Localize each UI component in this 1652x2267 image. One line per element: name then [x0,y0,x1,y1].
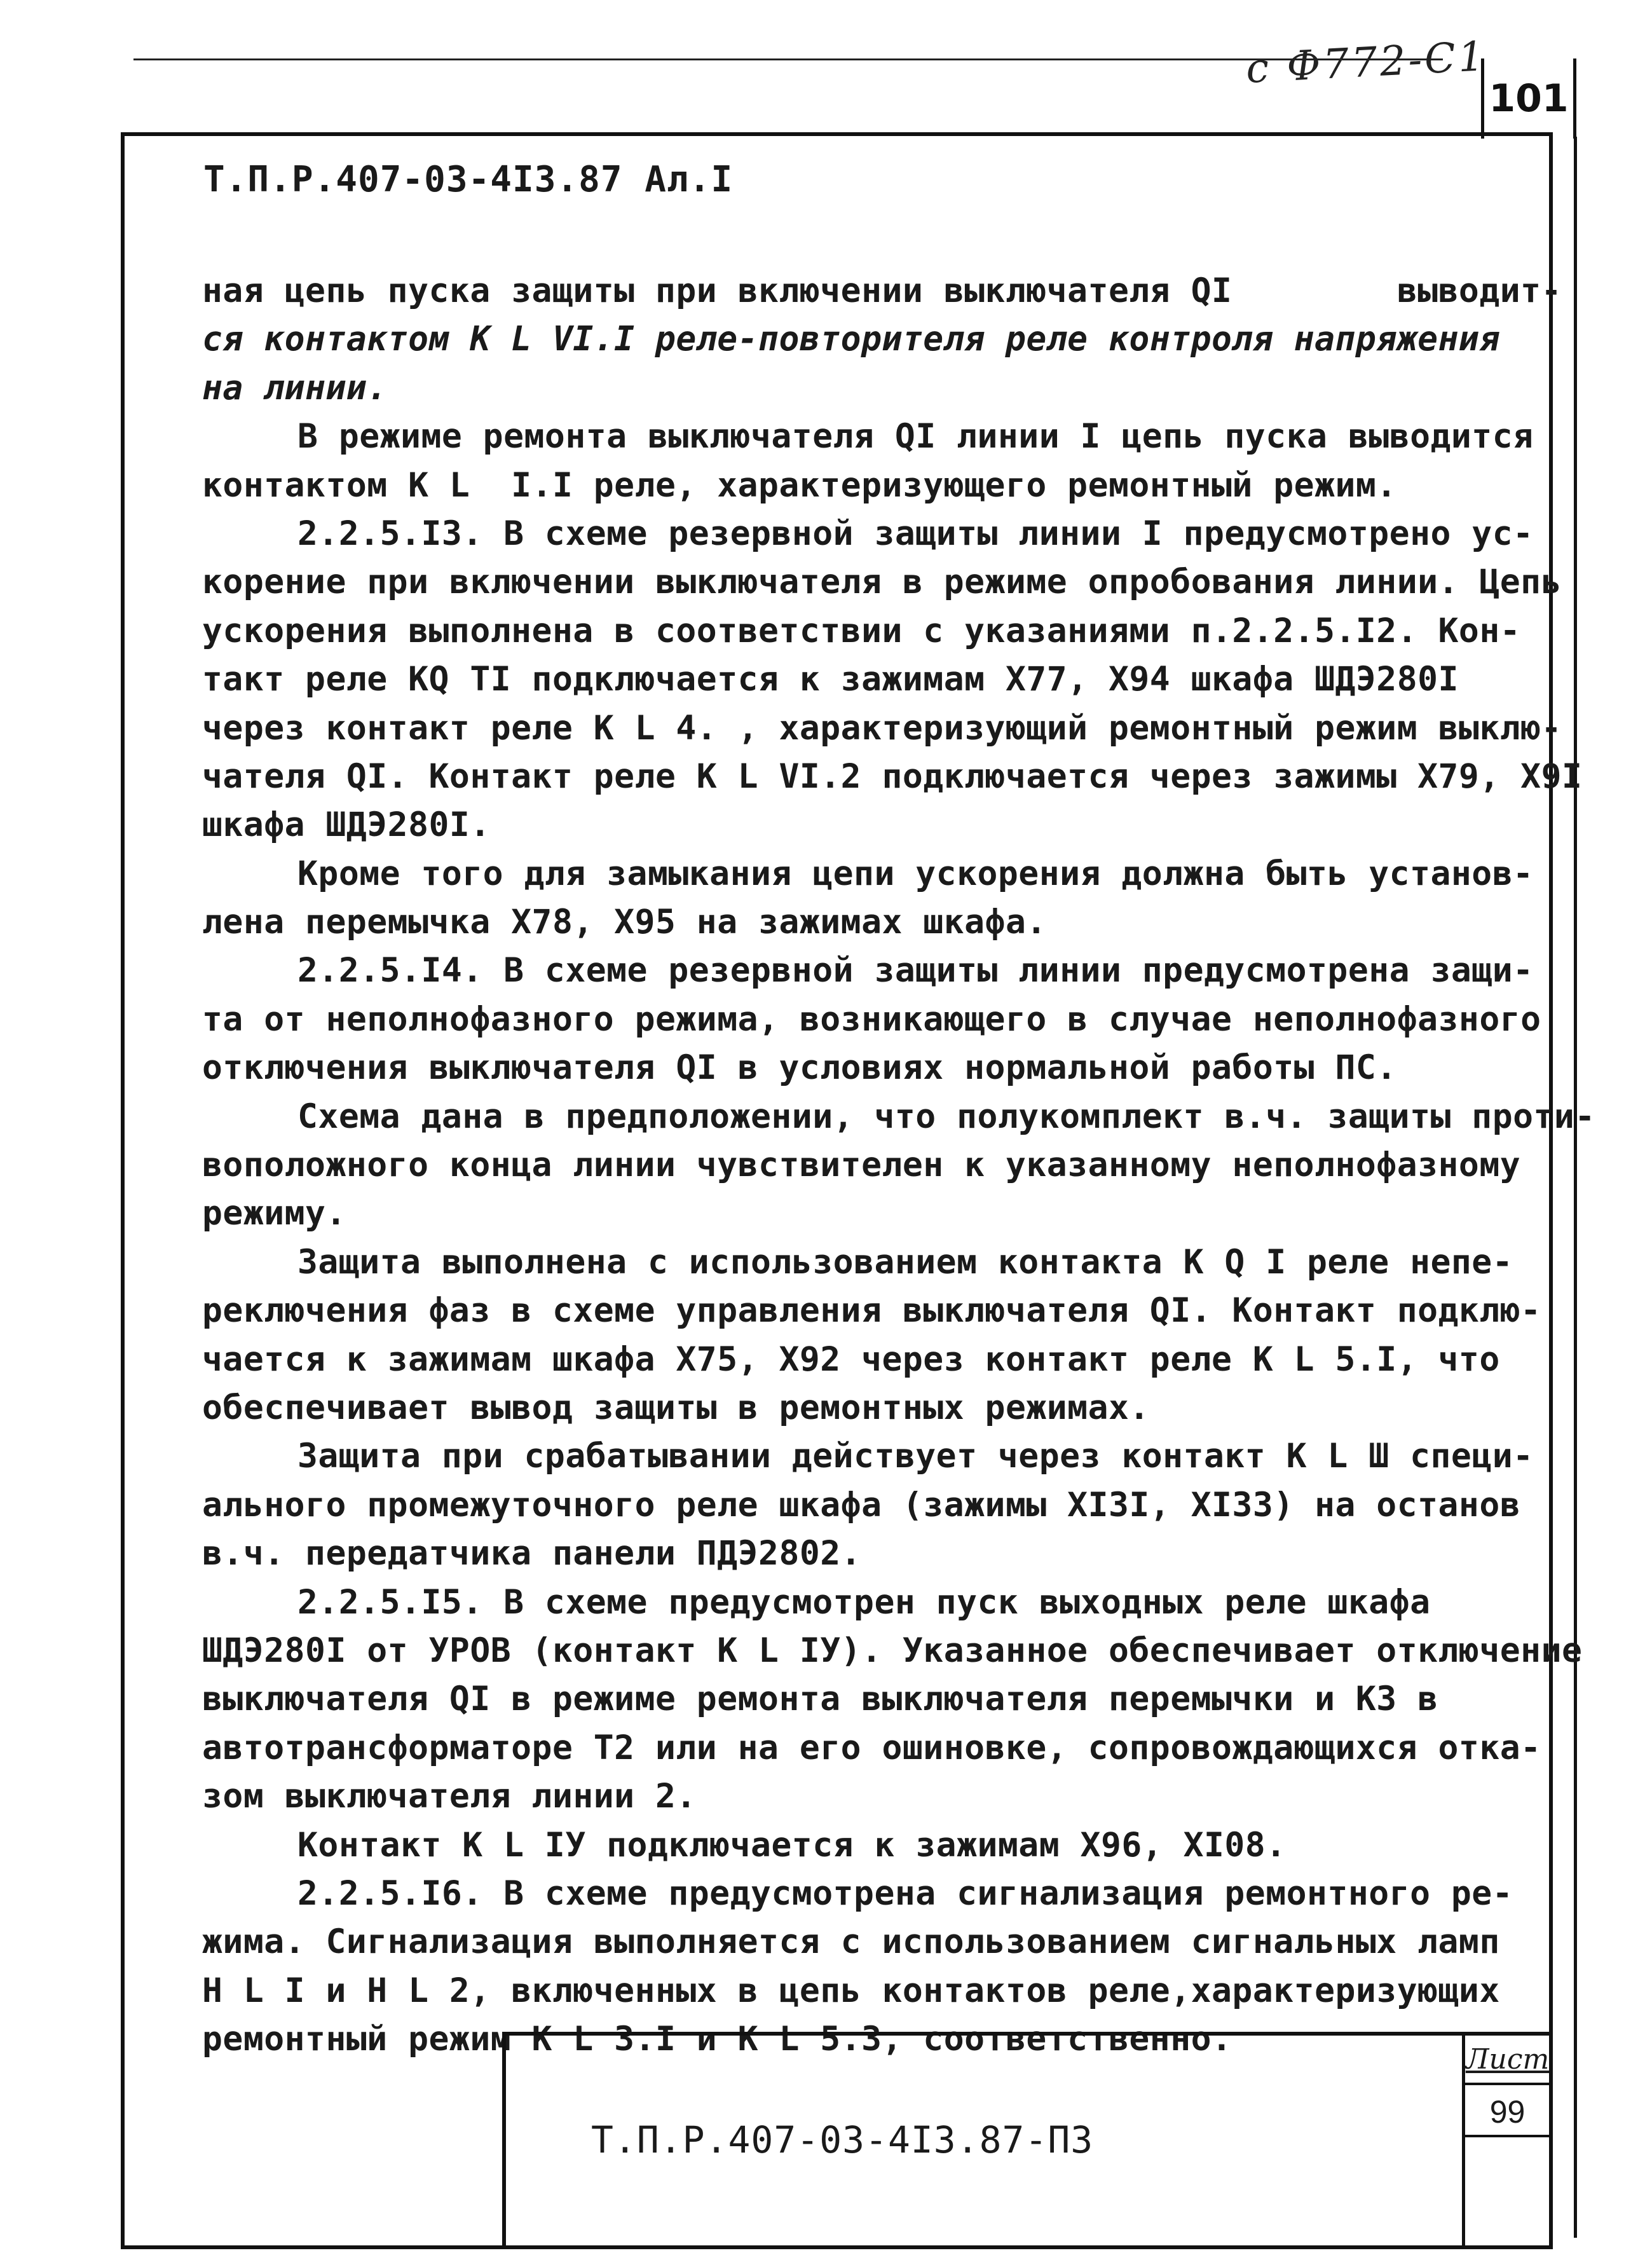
text-line: выключателя QI в режиме ремонта выключателя перемычки и КЗ в [202,1680,1438,1719]
text-line: шкафа ШДЭ280I. [202,805,491,845]
text-line: Контакт К L IУ подключается к зажимам Х96, ХI08. [297,1825,1287,1865]
text-line: та от неполнофазного режима, возникающего в случае неполнофазного [202,999,1541,1039]
frame-double-line [1574,137,1577,2238]
text-line: Защита выполнена с использованием контакта К Q I реле непе- [297,1242,1513,1282]
text-line: отключения выключателя QI в условиях нормальной работы ПС. [202,1048,1397,1088]
text-line: корение при включении выключателя в режиме опробования линии. Цепь [202,563,1562,602]
text-line: обеспечивает вывод защиты в ремонтных режимах. [202,1388,1150,1427]
text-line: через контакт реле К L 4. , характеризующий ремонтный режим выклю- [202,708,1562,748]
text-line: лена перемычка Х78, Х95 на зажимах шкафа. [202,903,1047,942]
text-line: автотрансформаторе Т2 или на его ошиновке, сопровождающихся отка- [202,1728,1541,1767]
text-line: режиму. [202,1194,346,1233]
text-line: ального промежуточного реле шкафа (зажимы ХI3I, ХI33) на останов [202,1485,1521,1524]
text-line: 2.2.5.I5. В схеме предусмотрен пуск выходных реле шкафа [297,1582,1431,1622]
text-line: 2.2.5.I3. В схеме резервной защиты линии I предусмотрено ус- [297,514,1534,553]
text-line: Кроме того для замыкания цепи ускорения должна быть установ- [297,854,1534,893]
text-line: жима. Сигнализация выполняется с использованием сигнальных ламп [202,1922,1500,1962]
text-line: чателя QI. Контакт реле К L VI.2 подключается через зажимы Х79, Х9I [202,757,1583,796]
sheet-number: 101 [1481,58,1576,139]
body-text [202,267,1595,2064]
text-line: ся контактом К L VI.I реле-повторителя реле контроля напряжения [202,320,1500,359]
title-block-sheet-label: Лист [1462,2034,1553,2085]
title-block-code: Т.П.Р.407-03-4I3.87-ПЗ [591,2118,1094,2161]
text-line: 2.2.5.I4. В схеме резервной защиты линии предусмотрена защи- [297,951,1534,990]
text-line: ремонтный режим К L 3.I и К L 5.3, соответственно. [202,2020,1232,2059]
handwritten-archive-code: с Ф772-С1 [1245,33,1488,93]
text-line: Схема дана в предположении, что полукомплект в.ч. защиты проти- [297,1097,1595,1136]
text-line: Защита при срабатывании действует через контакт К L Ш специ- [297,1437,1534,1476]
document-header: Т.П.Р.407-03-4I3.87 Ал.I [203,159,734,200]
text-line: ускорения выполнена в соответствии с указаниями п.2.2.5.I2. Кон- [202,611,1521,650]
text-line: 2.2.5.I6. В схеме предусмотрена сигнализация ремонтного ре- [297,1873,1513,1913]
text-line: В режиме ремонта выключателя QI линии I цепь пуска выводится [297,417,1534,456]
text-line: на линии. [202,368,388,408]
text-line: H L I и H L 2, включенных в цепь контактов реле,характеризующих [202,1971,1500,2010]
text-line: зом выключателя линии 2. [202,1777,697,1816]
text-line: ШДЭ280I от УРОВ (контакт К L IУ). Указанное обеспечивает отключение [202,1631,1583,1670]
text-line: реключения фаз в схеме управления выключателя QI. Контакт подклю- [202,1291,1541,1331]
text-line: ная цепь пуска защиты при включении выключателя QI выводит- [202,271,1562,310]
text-line: чается к зажимам шкафа Х75, Х92 через контакт реле К L 5.I, что [202,1339,1500,1379]
title-block-page-number: 99 [1462,2086,1553,2137]
text-line: в.ч. передатчика панели ПДЭ2802. [202,1534,862,1573]
text-line: воположного конца линии чувствителен к указанному неполнофазному [202,1146,1521,1185]
text-line: контактом К L I.I реле, характеризующего ремонтный режим. [202,465,1397,505]
text-line: такт реле KQ TI подключается к зажимам Х77, Х94 шкафа ШДЭ280I [202,660,1459,699]
